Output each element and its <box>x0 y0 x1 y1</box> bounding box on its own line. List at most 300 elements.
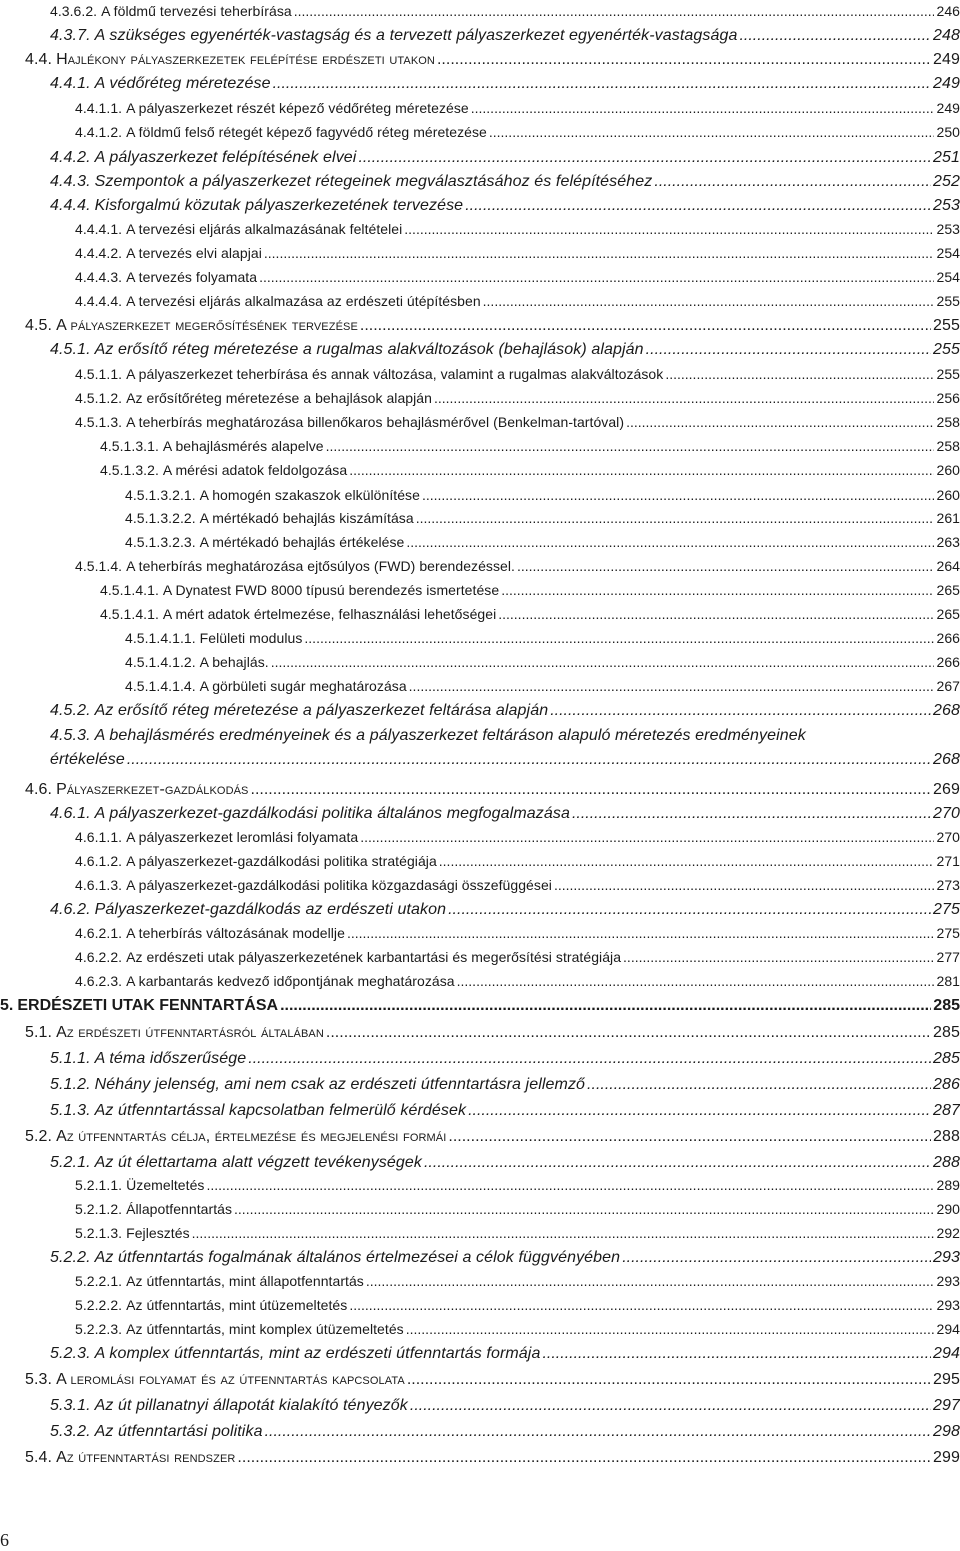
toc-entry-label <box>100 462 347 478</box>
toc-entry-page: 293 <box>936 1273 960 1289</box>
toc-entry-label <box>50 27 737 45</box>
toc-entry-page: 288 <box>933 1128 960 1145</box>
toc-entry-number: 5.2.3. <box>50 1345 91 1362</box>
toc-entry-page: 255 <box>933 317 960 334</box>
toc-entry-label <box>50 3 292 19</box>
toc-dot-leader <box>360 317 931 335</box>
toc-entry-page: 290 <box>936 1201 960 1217</box>
toc-entry[interactable] <box>0 997 960 1015</box>
toc-entry-title: A mérési adatok feldolgozása <box>162 462 348 478</box>
toc-entry-number: 4.5.1.4.1.2. <box>125 654 196 670</box>
toc-entry-title: Az útfenntartási rendszer <box>56 1449 236 1466</box>
toc-entry-page: 294 <box>933 1345 960 1362</box>
toc-entry-title: Az útfenntartás, mint útüzemeltetés <box>126 1297 348 1313</box>
toc-dot-leader <box>406 1321 935 1337</box>
toc-dot-leader <box>437 51 931 69</box>
toc-entry-label <box>25 1024 324 1042</box>
toc-entry[interactable] <box>125 534 960 550</box>
toc-entry[interactable] <box>50 751 960 769</box>
toc-entry-title: Az erősítőréteg méretezése a behajlások alapján <box>126 390 432 406</box>
toc-dot-leader <box>410 1397 931 1415</box>
toc-entry-title: A pályaszerkezet teherbírása és annak változása, valamint a rugalmas alakváltozások <box>126 366 664 382</box>
toc-entry[interactable] <box>50 1102 960 1120</box>
toc-entry[interactable] <box>75 293 960 309</box>
toc-entry-label <box>50 1397 408 1415</box>
toc-entry[interactable] <box>125 654 960 670</box>
toc-entry[interactable] <box>75 853 960 869</box>
toc-entry[interactable] <box>50 149 960 167</box>
toc-entry[interactable] <box>75 390 960 406</box>
toc-entry-page: 270 <box>936 829 960 845</box>
toc-entry[interactable] <box>75 1273 960 1289</box>
toc-entry-title: Az út pillanatnyi állapotát kialakító tényezők <box>94 1397 408 1414</box>
toc-entry-title: A karbantarás kedvező időpontjának meghatározása <box>126 973 455 989</box>
toc-entry-title: A tervezési eljárás alkalmazásának feltételei <box>126 221 403 237</box>
toc-entry-title: Pályaszerkezet-gazdálkodás <box>56 781 249 798</box>
toc-entry[interactable] <box>50 805 960 823</box>
toc-entry-title: Az útfenntartással kapcsolatban felmerülő kérdések <box>94 1102 467 1119</box>
toc-dot-leader <box>424 1154 931 1172</box>
toc-entry-number: 4.5.1.3.1. <box>100 438 159 454</box>
toc-dot-leader <box>448 1128 931 1146</box>
toc-entry-page: 254 <box>936 269 960 285</box>
toc-entry-label <box>50 1076 585 1094</box>
toc-dot-leader <box>294 3 935 19</box>
toc-entry-number: 5.2.2. <box>50 1249 91 1266</box>
toc-entry-label <box>25 317 358 335</box>
toc-entry-label <box>50 702 548 720</box>
toc-entry-page: 261 <box>936 510 960 526</box>
toc-entry-label <box>50 173 652 191</box>
toc-dot-leader <box>468 1102 931 1120</box>
toc-entry-label <box>125 654 269 670</box>
toc-dot-leader <box>542 1345 931 1363</box>
toc-entry-number: 4.5.1.3. <box>75 414 123 430</box>
toc-entry-number: 4.6.2.3. <box>75 973 123 989</box>
toc-entry-number: 4.5.1.4.1.4. <box>125 678 196 694</box>
toc-dot-leader <box>554 877 935 893</box>
toc-entry-number: 5.2.1.2. <box>75 1201 123 1217</box>
toc-entry-number: 4.5.1.4. <box>75 558 123 574</box>
toc-entry[interactable] <box>50 173 960 191</box>
toc-entry[interactable] <box>75 366 960 382</box>
toc-entry-page: 285 <box>933 1024 960 1041</box>
toc-entry-page: 266 <box>936 654 960 670</box>
toc-entry-number: 5.3. <box>25 1371 53 1388</box>
toc-entry[interactable] <box>50 75 960 93</box>
toc-entry-label <box>75 366 663 382</box>
toc-entry-title: A pályaszerkezet-gazdálkodási politika általános megfogalmazása <box>94 805 570 822</box>
toc-entry-page: 249 <box>933 51 960 68</box>
toc-entry-title: A teherbírás változásának modellje <box>126 925 345 941</box>
toc-entry-page: 248 <box>933 27 960 44</box>
toc-entry-label <box>75 853 437 869</box>
toc-entry-page: 260 <box>936 487 960 503</box>
toc-entry-label <box>75 877 552 893</box>
toc-dot-leader <box>501 582 934 598</box>
toc-entry[interactable] <box>25 781 960 799</box>
toc-entry[interactable] <box>75 221 960 237</box>
toc-dot-leader <box>409 678 935 694</box>
toc-entry-title: Az útfenntartás, mint komplex útüzemeltetés <box>126 1321 404 1337</box>
toc-entry-label <box>50 1249 620 1267</box>
toc-entry-title: A homogén szakaszok elkülönítése <box>199 487 420 503</box>
toc-entry-number: 4.3.7. <box>50 27 91 44</box>
toc-entry[interactable] <box>50 702 960 720</box>
toc-entry-page: 260 <box>936 462 960 478</box>
toc-dot-leader <box>434 390 935 406</box>
toc-entry-label <box>50 341 644 359</box>
toc-entry-title: Az útfenntartás fogalmának általános értelmezései a célok függvényében <box>94 1249 621 1266</box>
toc-entry-title: Hajlékony pályaszerkezetek felépítése erdészeti utakon <box>56 51 435 68</box>
toc-entry[interactable] <box>50 1423 960 1441</box>
toc-entry-label <box>25 1128 446 1146</box>
toc-entry-title: A pályaszerkezet felépítésének elvei <box>94 149 357 166</box>
toc-entry-title: A behajlás. <box>199 654 269 670</box>
toc-entry-number: 4.6.1. <box>50 805 91 822</box>
toc-entry-number: 5.1. <box>25 1024 53 1041</box>
toc-entry[interactable] <box>125 678 960 694</box>
toc-dot-leader <box>237 1449 931 1467</box>
toc-entry-title: Az erdészeti útfenntartásról általában <box>56 1024 324 1041</box>
toc-entry-title: A pályaszerkezet részét képező védőréteg méretezése <box>126 100 469 116</box>
toc-entry-title: A tervezési eljárás alkalmazása az erdészeti útépítésben <box>126 293 481 309</box>
toc-entry-label <box>75 1201 232 1217</box>
toc-entry-number: 4.5.1.4.1.1. <box>125 630 196 646</box>
toc-entry-number: 5.2. <box>25 1128 53 1145</box>
toc-entry-page: 250 <box>936 124 960 140</box>
toc-dot-leader <box>326 1024 931 1042</box>
toc-dot-leader <box>646 341 931 359</box>
toc-entry[interactable] <box>75 949 960 965</box>
toc-entry-label <box>25 51 435 69</box>
toc-entry-page: 277 <box>936 949 960 965</box>
toc-entry[interactable] <box>100 462 960 478</box>
toc-dot-leader <box>498 606 934 622</box>
toc-entry-number: 4.6.2.2. <box>75 949 123 965</box>
toc-entry-label <box>75 1321 404 1337</box>
toc-entry[interactable] <box>50 341 960 359</box>
toc-entry[interactable] <box>75 973 960 989</box>
toc-entry-label <box>75 973 455 989</box>
toc-entry-label <box>75 925 345 941</box>
toc-dot-leader <box>192 1225 935 1241</box>
toc-entry-label <box>75 414 624 430</box>
toc-entry-page: 255 <box>933 341 960 358</box>
toc-entry[interactable] <box>50 1345 960 1363</box>
toc-dot-leader <box>739 27 931 45</box>
toc-entry-title: A téma időszerűsége <box>94 1050 247 1067</box>
toc-entry[interactable] <box>50 1249 960 1267</box>
toc-dot-leader <box>304 630 934 646</box>
toc-entry-page: 285 <box>933 1050 960 1067</box>
toc-entry-number: 5.1.3. <box>50 1102 91 1119</box>
toc-entry-number: 5.4. <box>25 1449 53 1466</box>
toc-entry-number: 4.5.1. <box>50 341 91 358</box>
toc-entry[interactable] <box>50 3 960 19</box>
toc-dot-leader <box>448 901 931 919</box>
toc-entry-title: ERDÉSZETI UTAK FENNTARTÁSA <box>17 997 279 1014</box>
toc-entry-title: A teherbírás meghatározása ejtősúlyos (FWD) berendezéssel. <box>126 558 515 574</box>
toc-entry-label <box>50 1050 246 1068</box>
toc-entry-page: 293 <box>936 1297 960 1313</box>
toc-entry-label <box>50 805 570 823</box>
toc-entry-label <box>50 75 271 93</box>
toc-entry-title: Állapotfenntartás <box>126 1201 233 1217</box>
toc-entry-label <box>125 510 414 526</box>
toc-entry-title: A leromlási folyamat és az útfenntartás kapcsolata <box>56 1371 405 1388</box>
toc-entry[interactable] <box>75 124 960 140</box>
toc-entry-number: 4.6.2. <box>50 901 91 918</box>
toc-entry-page: 251 <box>933 149 960 166</box>
toc-dot-leader <box>251 781 932 799</box>
toc-entry[interactable] <box>25 1449 960 1467</box>
toc-entry[interactable] <box>100 606 960 622</box>
toc-entry[interactable] <box>125 510 960 526</box>
toc-entry-title: Az útfenntartás célja, értelmezése és megjelenési formái <box>56 1128 447 1145</box>
toc-entry-page: 253 <box>936 221 960 237</box>
toc-entry-page: 271 <box>936 853 960 869</box>
toc-entry-page: 253 <box>933 197 960 214</box>
page-number: 6 <box>0 1530 9 1550</box>
toc-entry-number: 5.2.2.3. <box>75 1321 123 1337</box>
toc-entry-title: A görbületi sugár meghatározása <box>199 678 407 694</box>
toc-dot-leader <box>347 925 935 941</box>
toc-entry-number: 4.4.1.1. <box>75 100 123 116</box>
toc-entry-title: A pályaszerkezet leromlási folyamata <box>126 829 359 845</box>
toc-entry[interactable] <box>25 51 960 69</box>
toc-entry[interactable] <box>75 829 960 845</box>
toc-entry[interactable] <box>25 1024 960 1042</box>
toc-entry-page: 293 <box>933 1249 960 1266</box>
toc-entry-number: 4.5.1.1. <box>75 366 123 382</box>
toc-entry[interactable] <box>75 1201 960 1217</box>
toc-entry-number: 5.1.2. <box>50 1076 91 1093</box>
toc-entry-number: 5.2.1. <box>50 1154 91 1171</box>
toc-dot-leader <box>626 414 934 430</box>
toc-entry-page: 297 <box>933 1397 960 1414</box>
toc-entry-page: 269 <box>933 781 960 798</box>
toc-entry-number: 5.2.2.2. <box>75 1297 123 1313</box>
toc-dot-leader <box>439 853 935 869</box>
toc-entry-title-continued: értékelése <box>50 751 125 768</box>
toc-entry-number: 5.2.1.1. <box>75 1177 123 1193</box>
toc-entry-label <box>75 245 262 261</box>
toc-entry-page: 246 <box>936 3 960 19</box>
toc-entry-title: Az erősítő réteg méretezése a pályaszerkezet feltárása alapján <box>94 702 549 719</box>
toc-entry-label <box>125 534 404 550</box>
toc-dot-leader <box>265 1423 931 1441</box>
toc-entry[interactable] <box>75 877 960 893</box>
toc-entry-title: A mértékadó behajlás kiszámítása <box>199 510 414 526</box>
toc-dot-leader <box>127 751 931 769</box>
toc-entry-label <box>125 487 420 503</box>
toc-entry-label <box>25 781 249 799</box>
toc-entry-page: 267 <box>936 678 960 694</box>
toc-dot-leader <box>422 487 935 503</box>
toc-entry[interactable] <box>50 1050 960 1068</box>
toc-entry[interactable] <box>75 1225 960 1241</box>
toc-entry-number: 4.6. <box>25 781 53 798</box>
toc-entry-number: 5.3.1. <box>50 1397 91 1414</box>
toc-dot-leader <box>248 1050 931 1068</box>
toc-entry-page: 287 <box>933 1102 960 1119</box>
toc-entry[interactable] <box>100 582 960 598</box>
toc-entry-number: 4.4.4.3. <box>75 269 123 285</box>
toc-entry-number: 4.4.3. <box>50 173 91 190</box>
toc-dot-leader <box>465 197 931 215</box>
toc-entry-label <box>50 1345 540 1363</box>
toc-entry-number: 5.2.1.3. <box>75 1225 123 1241</box>
toc-entry[interactable] <box>50 901 960 919</box>
toc-dot-leader <box>259 269 934 285</box>
toc-entry-label <box>75 1297 347 1313</box>
toc-entry-label <box>50 901 446 919</box>
toc-entry-label <box>75 124 487 140</box>
toc-entry-title: A szükséges egyenérték-vastagság és a tervezett pályaszerkezet egyenérték-vastagsága <box>94 27 738 44</box>
toc-entry-label <box>75 558 515 574</box>
toc-dot-leader <box>366 1273 935 1289</box>
toc-dot-leader <box>280 997 931 1015</box>
toc-entry[interactable] <box>75 1321 960 1337</box>
toc-entry-label <box>125 678 407 694</box>
toc-entry-page: 285 <box>933 997 960 1014</box>
toc-entry-title: Fejlesztés <box>126 1225 190 1241</box>
toc-entry-label <box>0 997 278 1015</box>
toc-entry[interactable] <box>75 100 960 116</box>
toc-entry-page: 255 <box>936 366 960 382</box>
toc-entry-page: 273 <box>936 877 960 893</box>
toc-entry-page: 289 <box>936 1177 960 1193</box>
toc-dot-leader <box>517 558 935 574</box>
toc-entry[interactable] <box>25 1371 960 1389</box>
toc-dot-leader <box>360 829 934 845</box>
toc-entry[interactable] <box>50 197 960 215</box>
toc-dot-leader <box>358 149 931 167</box>
toc-entry-title: A behajlásmérés eredményeinek és a pályaszerkezet feltáráson alapuló méretezés eredményeinek <box>94 727 806 744</box>
toc-entry-page: 292 <box>936 1225 960 1241</box>
toc-entry-page: 258 <box>936 414 960 430</box>
toc-entry-page: 263 <box>936 534 960 550</box>
toc-entry-page: 252 <box>933 173 960 190</box>
toc-entry[interactable] <box>25 1128 960 1146</box>
toc-entry-number: 4.5.2. <box>50 702 91 719</box>
toc-entry-number: 4.3.6.2. <box>50 3 98 19</box>
toc-entry-page: 294 <box>936 1321 960 1337</box>
toc-entry-label <box>50 1154 422 1172</box>
toc-entry-label <box>75 949 621 965</box>
toc-entry-title: A teherbírás meghatározása billenőkaros behajlásmérővel (Benkelman-tartóval) <box>126 414 625 430</box>
toc-entry-number: 4.4.1. <box>50 75 91 92</box>
toc-entry-title: A tervezés elvi alapjai <box>126 245 262 261</box>
toc-dot-leader <box>622 1249 931 1267</box>
toc-entry[interactable] <box>25 317 960 335</box>
toc-entry[interactable] <box>75 1297 960 1313</box>
toc-entry-page: 265 <box>936 582 960 598</box>
toc-entry-label <box>75 829 358 845</box>
toc-dot-leader <box>406 534 934 550</box>
toc-dot-leader <box>623 949 934 965</box>
toc-entry-title: Az út élettartama alatt végzett tevékenységek <box>94 1154 422 1171</box>
toc-dot-leader <box>404 221 934 237</box>
toc-entry-label <box>100 606 496 622</box>
toc-entry-title: Az útfenntartási politika <box>94 1423 263 1440</box>
toc-entry-label <box>50 197 463 215</box>
toc-entry-label <box>50 1423 263 1441</box>
toc-entry[interactable] <box>75 269 960 285</box>
toc-entry-number: 4.4.2. <box>50 149 91 166</box>
toc-entry-page: 249 <box>936 100 960 116</box>
toc-entry-page: 255 <box>936 293 960 309</box>
toc-entry-page: 249 <box>933 75 960 92</box>
toc-entry[interactable] <box>75 245 960 261</box>
toc-entry[interactable] <box>75 925 960 941</box>
toc-entry-page: 295 <box>933 1371 960 1388</box>
toc-dot-leader <box>234 1201 934 1217</box>
toc-entry[interactable] <box>75 558 960 574</box>
toc-entry-page: 299 <box>933 1449 960 1466</box>
toc-entry-page: 281 <box>936 973 960 989</box>
toc-entry-title: A komplex útfenntartás, mint az erdészeti útfenntartás formája <box>94 1345 541 1362</box>
toc-entry-number: 4.5.3. <box>50 727 91 744</box>
toc-dot-leader <box>587 1076 931 1094</box>
toc-entry[interactable] <box>75 1177 960 1193</box>
toc-dot-leader <box>572 805 931 823</box>
toc-entry-title: A földmű tervezési teherbírása <box>101 3 292 19</box>
toc-entry-label <box>75 390 432 406</box>
toc-entry[interactable] <box>125 487 960 503</box>
toc-dot-leader <box>483 293 935 309</box>
toc-entry-number: 4.5.1.3.2.1. <box>125 487 196 503</box>
toc-entry[interactable] <box>50 1076 960 1094</box>
toc-entry-page: 264 <box>936 558 960 574</box>
toc-entry[interactable] <box>50 27 960 45</box>
toc-entry-label <box>50 149 356 167</box>
toc-entry-title: Kisforgalmú közutak pályaszerkezetének tervezése <box>94 197 464 214</box>
toc-entry-title: A mért adatok értelmezése, felhasználási lehetőségei <box>162 606 497 622</box>
toc-entry-page: 268 <box>933 702 960 719</box>
toc-entry-number: 4.5.1.4.1. <box>100 606 159 622</box>
toc-entry[interactable] <box>75 414 960 430</box>
toc-entry-number: 4.4.4.4. <box>75 293 123 309</box>
toc-dot-leader <box>489 124 935 140</box>
toc-entry-title: A tervezés folyamata <box>126 269 258 285</box>
toc-entry-number: 4.6.2.1. <box>75 925 123 941</box>
toc-dot-leader <box>654 173 931 191</box>
toc-entry-label <box>75 1225 190 1241</box>
toc-entry-label <box>75 269 257 285</box>
toc-dot-leader <box>264 245 935 261</box>
toc-entry-number: 4.5.1.3.2.2. <box>125 510 196 526</box>
toc-entry[interactable] <box>100 438 960 454</box>
toc-entry-title: A pályaszerkezet-gazdálkodási politika stratégiája <box>126 853 437 869</box>
toc-entry[interactable] <box>125 630 960 646</box>
toc-dot-leader <box>550 702 931 720</box>
toc-entry[interactable] <box>50 1154 960 1172</box>
toc-entry-number: 4.4.1.2. <box>75 124 123 140</box>
toc-entry-title: Felületi modulus <box>199 630 303 646</box>
toc-entry-number: 5.1.1. <box>50 1050 91 1067</box>
toc-dot-leader <box>349 1297 934 1313</box>
toc-entry-label <box>75 100 469 116</box>
toc-entry-page: 258 <box>936 438 960 454</box>
toc-entry-label <box>50 1102 466 1120</box>
toc-entry-page: 275 <box>936 925 960 941</box>
toc-entry[interactable] <box>50 1397 960 1415</box>
toc-dot-leader <box>471 100 935 116</box>
toc-dot-leader <box>457 973 935 989</box>
toc-entry-title: A mértékadó behajlás értékelése <box>199 534 405 550</box>
